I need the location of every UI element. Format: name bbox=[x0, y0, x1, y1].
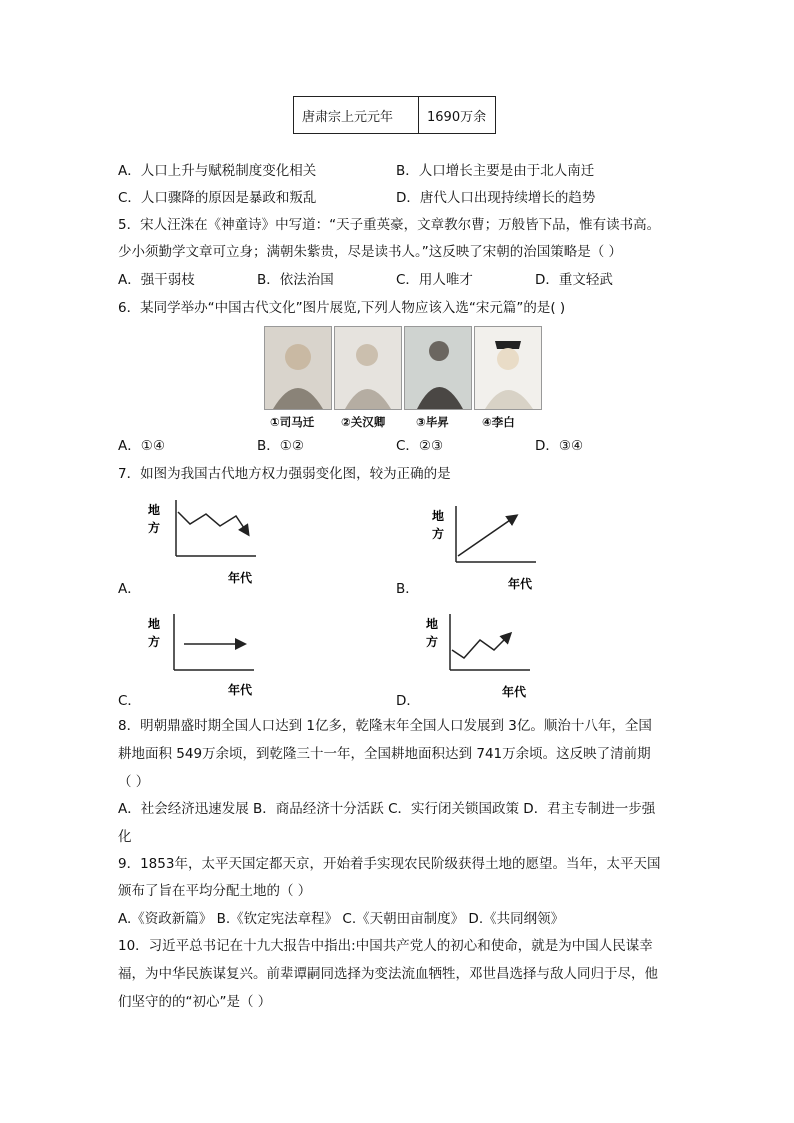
q4-option-d: D．唐代人口出现持续增长的趋势 bbox=[396, 190, 596, 206]
q7-stem: 7．如图为我国古代地方权力强弱变化图，较为正确的是 bbox=[118, 466, 451, 482]
graph-b-trend bbox=[458, 516, 516, 556]
q6-stem: 6．某同学举办“中国古代文化”图片展览,下列人物应该入选“宋元篇”的是( ) bbox=[118, 300, 566, 316]
caption-3: ③毕昇 bbox=[416, 415, 449, 429]
table-row bbox=[294, 97, 496, 134]
graph-b-ylabel-1: 地 bbox=[432, 509, 445, 523]
q8-options-wrap: 化 bbox=[118, 829, 132, 845]
q6-option-b: B．①② bbox=[257, 438, 304, 454]
q9-stem-line1: 9．1853年，太平天国定都天京，开始着手实现农民阶级获得土地的愿望。当年，太平天国 bbox=[118, 856, 661, 872]
graph-b-xlabel: 年代 bbox=[508, 577, 533, 591]
caption-4: ④李白 bbox=[482, 415, 515, 429]
q7-option-b: B． bbox=[396, 581, 419, 597]
table-cell-population: 1690万余 bbox=[419, 97, 496, 134]
q8-stem-line2: 耕地面积 549万余顷，到乾隆三十一年，全国耕地面积达到 741万余顷。这反映了清前期 bbox=[118, 746, 651, 762]
q4-option-a: A．人口上升与赋税制度变化相关 bbox=[118, 163, 317, 179]
graph-a-trend bbox=[178, 512, 248, 534]
q10-stem-line1: 10．习近平总书记在十九大报告中指出:中国共产党人的初心和使命，就是为中国人民谋幸 bbox=[118, 938, 653, 954]
graph-c bbox=[140, 608, 270, 704]
q5-option-d: D．重文轻武 bbox=[535, 272, 613, 288]
q5-stem-line2: 少小须勤学文章可立身；满朝朱紫贵，尽是读书人。”这反映了宋朝的治国策略是（ ） bbox=[118, 244, 623, 260]
graph-d-xlabel: 年代 bbox=[502, 685, 527, 699]
population-table bbox=[293, 96, 496, 134]
q7-option-d: D． bbox=[396, 693, 420, 709]
portrait-bi-sheng bbox=[404, 326, 472, 410]
q4-option-b: B．人口增长主要是由于北人南迁 bbox=[396, 163, 595, 179]
q8-stem-line1: 8．明朝鼎盛时期全国人口达到 1亿多，乾隆末年全国人口发展到 3亿。顺治十八年，全国 bbox=[118, 718, 652, 734]
table-cell-period: 唐肃宗上元元年 bbox=[294, 97, 419, 134]
graph-d-ylabel-2: 方 bbox=[426, 635, 439, 649]
q4-option-c: C．人口骤降的原因是暴政和叛乱 bbox=[118, 190, 317, 206]
graph-a bbox=[140, 494, 270, 590]
q10-stem-line3: 们坚守的的“初心”是（ ） bbox=[118, 994, 272, 1010]
graph-c-xlabel: 年代 bbox=[228, 683, 253, 697]
q5-option-b: B．依法治国 bbox=[257, 272, 334, 288]
portrait-li-bai bbox=[474, 326, 542, 410]
graph-a-ylabel-1: 地 bbox=[148, 503, 161, 517]
graph-a-xlabel: 年代 bbox=[228, 571, 253, 585]
portrait-guan-hanqing bbox=[334, 326, 402, 410]
q9-stem-line2: 颁布了旨在平均分配土地的（ ） bbox=[118, 883, 312, 899]
q6-option-d: D．③④ bbox=[535, 438, 584, 454]
graph-c-ylabel-2: 方 bbox=[148, 635, 161, 649]
q8-stem-line3: （ ） bbox=[118, 774, 150, 790]
q8-options: A．社会经济迅速发展 B．商品经济十分活跃 C．实行闭关锁国政策 D．君主专制进一步强 bbox=[118, 801, 656, 817]
q7-option-a: A． bbox=[118, 581, 141, 597]
graph-b-ylabel-2: 方 bbox=[432, 527, 445, 541]
q9-options: A.《资政新篇》 B.《钦定宪法章程》 C.《天朝田亩制度》 D.《共同纲领》 bbox=[118, 911, 565, 927]
q6-option-a: A．①④ bbox=[118, 438, 165, 454]
caption-2: ②关汉卿 bbox=[341, 415, 386, 429]
graph-a-ylabel-2: 方 bbox=[148, 521, 161, 535]
q6-option-c: C．②③ bbox=[396, 438, 444, 454]
q5-stem-line1: 5．宋人汪洙在《神童诗》中写道：“天子重英豪，文章教尔曹；万般皆下品，惟有读书高。 bbox=[118, 217, 661, 233]
q10-stem-line2: 福，为中华民族谋复兴。前辈谭嗣同选择为变法流血牺牲，邓世昌选择与敌人同归于尽，他 bbox=[118, 966, 658, 982]
graph-b bbox=[424, 500, 554, 596]
graph-c-ylabel-1: 地 bbox=[148, 617, 161, 631]
portrait-sima-qian bbox=[264, 326, 332, 410]
caption-1: ①司马迁 bbox=[270, 415, 315, 429]
q7-option-c: C． bbox=[118, 693, 141, 709]
graph-d bbox=[424, 608, 554, 704]
graph-d-trend bbox=[452, 634, 510, 658]
graph-d-ylabel-1: 地 bbox=[426, 617, 439, 631]
q5-option-a: A．强干弱枝 bbox=[118, 272, 195, 288]
q5-option-c: C．用人唯才 bbox=[396, 272, 473, 288]
